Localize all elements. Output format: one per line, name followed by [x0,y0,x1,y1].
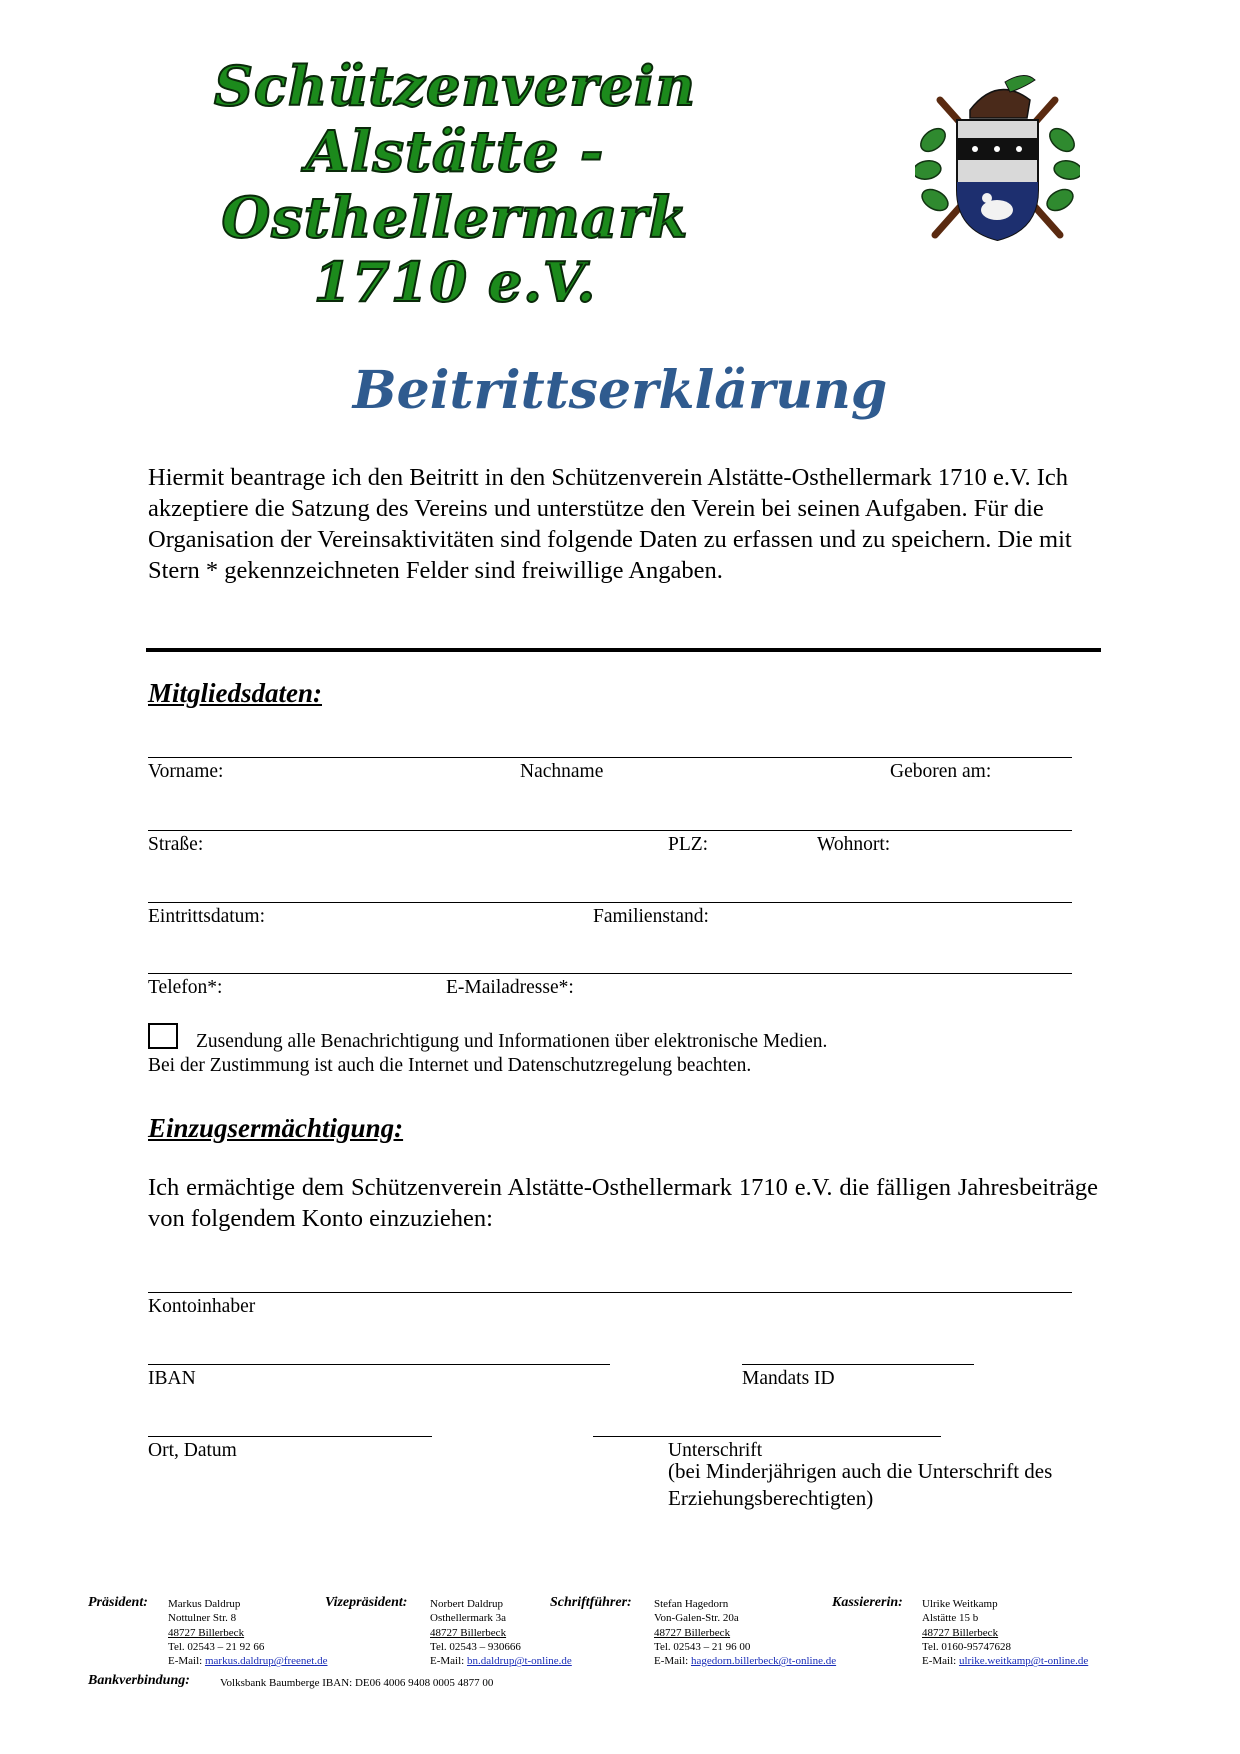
president-street: Nottulner Str. 8 [168,1612,237,1625]
secretary-email-label: E-Mail: [654,1655,691,1668]
treasurer-city: 48727 Billerbeck [922,1626,999,1639]
last-name-label: Nachname [520,761,604,782]
secretary-street: Von-Galen-Str. 20a [654,1612,739,1625]
vice-president-street: Osthellermark 3a [430,1612,507,1625]
section-divider [146,648,1101,652]
treasurer-email-link[interactable]: ulrike.weitkamp@t-online.de [958,1655,1089,1668]
debit-section-heading: Einzugsermächtigung: [148,1113,404,1143]
vice-president-city: 48727 Billerbeck [430,1626,507,1639]
secretary-name: Stefan Hagedorn [654,1598,729,1610]
page-title: Beitrittserklärung [352,360,888,421]
birth-date-label: Geboren am: [890,761,992,782]
president-email-label: E-Mail: [168,1655,205,1668]
signature-line[interactable] [593,1436,941,1437]
street-label: Straße: [148,834,204,855]
consent-text: Zusendung alle Benachrichtigung und Informationen über elektronische Medien. [196,1031,828,1052]
phone-label: Telefon*: [148,977,223,998]
account-holder-label: Kontoinhaber [148,1296,256,1317]
place-date-line[interactable] [148,1436,432,1437]
consent-checkbox[interactable] [148,1023,178,1049]
president-email-link[interactable]: markus.daldrup@freenet.de [204,1655,328,1668]
club-name-line2: Alstätte - Osthellermark [221,118,689,251]
treasurer-role: Kassiererin: [832,1595,903,1610]
entry-row-line[interactable] [148,902,1072,903]
bank-details: Volksbank Baumberge IBAN: DE06 4006 9408 0005 4877 00 [220,1677,494,1689]
iban-line[interactable] [148,1364,610,1365]
first-name-label: Vorname: [148,761,224,782]
bank-role: Bankverbindung: [88,1673,190,1688]
president-phone: Tel. 02543 – 21 92 66 [168,1640,265,1653]
marital-status-label: Familienstand: [593,906,709,927]
president-name: Markus Daldrup [168,1598,241,1610]
club-name-line3: 1710 e.V. [313,249,597,314]
iban-label: IBAN [148,1368,196,1389]
email-label: E-Mailadresse*: [446,977,574,998]
club-crest-icon [915,70,1080,245]
secretary-email-link[interactable]: hagedorn.billerbeck@t-online.de [690,1655,837,1668]
secretary-city: 48727 Billerbeck [654,1626,731,1639]
account-holder-line[interactable] [148,1292,1072,1293]
mandate-id-line[interactable] [742,1364,974,1365]
secretary-role: Schriftführer: [550,1595,632,1610]
entry-date-label: Eintrittsdatum: [148,906,265,927]
club-name-line1: Schützenverein [214,54,696,118]
place-date-label: Ort, Datum [148,1440,237,1461]
mandate-id-label: Mandats ID [742,1368,835,1389]
secretary-phone: Tel. 02543 – 21 96 00 [654,1640,751,1653]
vice-president-phone: Tel. 02543 – 930666 [430,1640,521,1653]
contact-row-line[interactable] [148,973,1072,974]
mandate-paragraph: Ich ermächtige dem Schützenverein Alstätte-Osthellermark 1710 e.V. die fälligen Jahresbeiträge von folgendem Konto einzuziehen: [148,1174,1098,1232]
zip-label: PLZ: [668,834,709,855]
intro-paragraph: Hiermit beantrage ich den Beitritt in den Schützenverein Alstätte-Osthellermark 1710 e.V. Ich akzeptiere die Satzung des Vereins und unterstütze den Verein bei seinen Aufgaben. Für die Organisation der Vereinsaktivitäten sind folgende Daten zu erfassen und zu speichern. Die mit Stern * gekennzeichneten Felder sind freiwillige Angaben. [148,464,1072,584]
vice-president-role: Vizepräsident: [325,1595,408,1610]
vice-president-email-link[interactable]: bn.daldrup@t-online.de [466,1655,572,1668]
consent-note: Bei der Zustimmung ist auch die Internet und Datenschutzregelung beachten. [148,1055,752,1076]
signature-note: (bei Minderjährigen auch die Unterschrift des Erziehungsberechtigten) [668,1459,1053,1510]
secretary-contact [654,1597,836,1668]
president-role: Präsident: [88,1595,148,1610]
name-row-line[interactable] [148,757,1072,758]
treasurer-phone: Tel. 0160-95747628 [922,1640,1012,1653]
treasurer-street: Alstätte 15 b [922,1612,979,1625]
treasurer-email-label: E-Mail: [922,1655,959,1668]
vice-president-name: Norbert Daldrup [430,1598,504,1610]
member-section-heading: Mitgliedsdaten: [148,678,322,708]
club-logo-text [110,55,800,315]
signature-label: Unterschrift [668,1440,763,1461]
president-contact [168,1597,328,1668]
treasurer-name: Ulrike Weitkamp [922,1598,998,1610]
president-city: 48727 Billerbeck [168,1626,245,1639]
treasurer-contact [922,1597,1088,1668]
vice-president-email-label: E-Mail: [430,1655,467,1668]
city-label: Wohnort: [817,834,891,855]
address-row-line[interactable] [148,830,1072,831]
